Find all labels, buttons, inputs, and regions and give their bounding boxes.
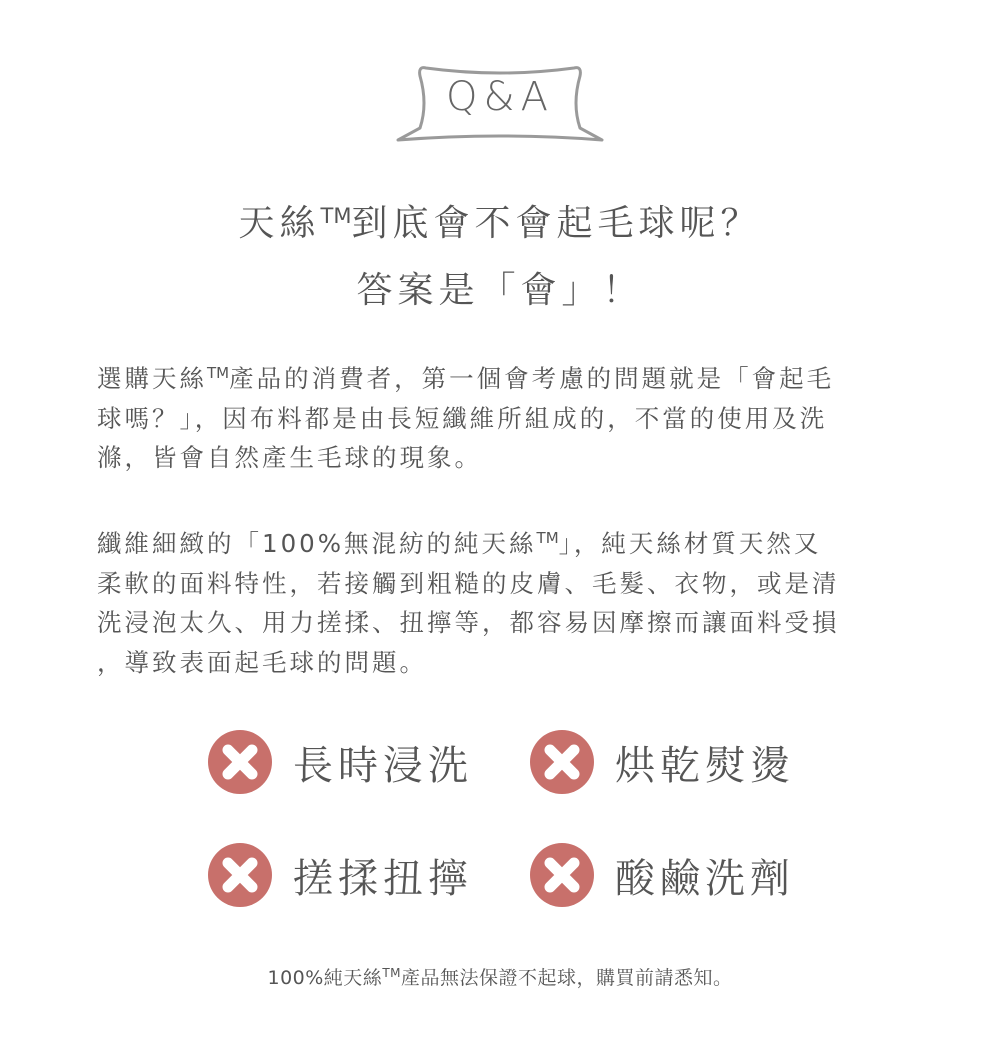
trademark-mark: TM xyxy=(207,364,230,382)
headline-answer: 答案是「會」！ xyxy=(356,270,644,311)
warning-item xyxy=(208,729,473,795)
paragraph-text: 產品的消費者，第一個會考慮的問題就是「會起毛 xyxy=(229,364,835,393)
trademark-mark: TM xyxy=(536,529,559,547)
paragraph-text: 選購天絲 xyxy=(97,364,207,393)
paragraph-line: 洗浸泡太久、用力搓揉、扭擰等，都容易因摩擦而讓面料受損 xyxy=(97,608,840,637)
footnote-text: 產品無法保證不起球，購買前請悉知。 xyxy=(401,967,733,989)
paragraph-text: 」，純天絲材質天然又 xyxy=(558,529,822,558)
warning-label: 烘乾熨燙 xyxy=(615,742,795,789)
warning-item xyxy=(530,842,795,908)
paragraph-line: 柔軟的面料特性，若接觸到粗糙的皮膚、毛髮、衣物，或是清 xyxy=(97,568,840,598)
warning-label: 酸鹼洗劑 xyxy=(615,855,795,902)
qa-badge xyxy=(396,60,604,144)
paragraph-intro xyxy=(97,354,907,478)
warning-item xyxy=(530,729,795,795)
paragraph-line: 滌，皆會自然產生毛球的現象。 xyxy=(97,443,482,472)
x-circle-icon xyxy=(208,843,272,907)
warning-item xyxy=(208,842,473,908)
warning-label: 搓揉扭擰 xyxy=(293,855,473,902)
x-circle-icon xyxy=(208,730,272,794)
paragraph-line: 球嗎？」，因布料都是由長短纖維所組成的，不當的使用及洗 xyxy=(97,403,828,433)
headline-text: 到底會不會起毛球呢？ xyxy=(351,203,762,244)
headline-text: 天絲 xyxy=(238,203,321,244)
warning-label: 長時浸洗 xyxy=(293,742,473,789)
x-circle-icon xyxy=(530,730,594,794)
paragraph-text: 纖維細緻的「100%無混紡的純天絲 xyxy=(97,529,537,558)
qa-label: Q&A xyxy=(445,74,555,120)
headline-question xyxy=(0,195,1000,246)
paragraph-line xyxy=(97,519,907,564)
footnote-text: 100%純天絲 xyxy=(267,967,383,989)
paragraph-line xyxy=(97,354,907,399)
trademark-mark: TM xyxy=(320,204,352,228)
x-circle-icon xyxy=(530,843,594,907)
footnote xyxy=(0,963,1000,990)
paragraph-detail xyxy=(97,519,907,682)
paragraph-line: ，導致表面起毛球的問題。 xyxy=(97,647,427,677)
trademark-mark: TM xyxy=(382,966,401,980)
